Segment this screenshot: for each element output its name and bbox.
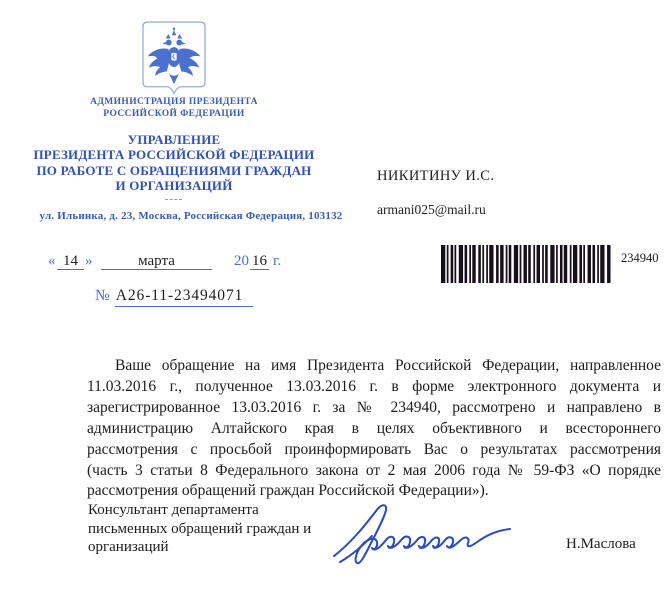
number-sign: № <box>95 287 110 304</box>
date-century: 20 <box>234 253 249 269</box>
open-quote: « <box>48 253 56 269</box>
signoff-position-line: Консультант департамента <box>88 502 259 518</box>
date-year: 16 <box>252 253 267 269</box>
barcode-bars <box>441 245 612 283</box>
barcode-value: 234940 <box>621 251 659 265</box>
reference-line <box>95 287 253 305</box>
signoff-position-line: организаций <box>88 539 169 556</box>
body-line: рассмотрения обращений граждан Российской Федерации»). <box>87 482 489 500</box>
signer-name: Н.Маслова <box>566 536 636 552</box>
department-name-line: ПРЕЗИДЕНТА РОССИЙСКОЙ ФЕДЕРАЦИИ <box>33 147 315 163</box>
body-paragraph <box>87 356 661 502</box>
body-line: 11.03.2016 г., полученное 13.03.2016 г. в форме электронного документа и <box>87 377 661 395</box>
org-name-line: АДМИНИСТРАЦИЯ ПРЕЗИДЕНТА <box>90 97 258 107</box>
org-address: ул. Ильинка, д. 23, Москва, Российская Федерация, 103132 <box>39 210 343 222</box>
org-name-block <box>28 97 320 120</box>
date-line <box>0 253 320 273</box>
separator-dash <box>165 199 182 200</box>
body-line: (часть 3 статьи 8 Федерального закона от 2 мая 2006 года № 59-ФЗ «О порядке <box>87 461 661 479</box>
department-name-line: УПРАВЛЕНИЕ <box>127 132 221 147</box>
date-era-suffix: г. <box>273 253 282 269</box>
date-month: марта <box>101 253 212 270</box>
department-name-line: ПО РАБОТЕ С ОБРАЩЕНИЯМИ ГРАЖДАН <box>36 162 312 178</box>
close-quote: » <box>85 253 93 269</box>
reference-number: А26-11-23494071 <box>115 287 253 307</box>
body-line: Ваше обращение на имя Президента Российской Федерации, направленное <box>115 357 661 374</box>
double-headed-eagle-icon <box>141 20 207 102</box>
org-name-line: РОССИЙСКОЙ ФЕДЕРАЦИИ <box>103 108 245 119</box>
signoff-position-line: письменных обращений граждан и <box>88 520 312 537</box>
department-name-line: И ОРГАНИЗАЦИЙ <box>115 178 233 194</box>
recipient-email: armani025@mail.ru <box>377 202 486 217</box>
body-line: зарегистрированное 13.03.2016 г. за № 234940, рассмотрено и направлено в <box>87 398 661 416</box>
date-day: 14 <box>57 253 84 270</box>
recipient-name: НИКИТИНУ И.С. <box>377 168 495 184</box>
coat-of-arms-frame <box>141 20 207 102</box>
body-line: рассмотрения с просьбой проинформировать Вас о результатах рассмотрения <box>87 440 661 458</box>
department-name-block <box>28 132 320 194</box>
signoff-position <box>88 501 338 557</box>
handwritten-signature-icon <box>328 494 523 574</box>
body-line: администрацию Алтайского края в целях объективного и всестороннего <box>87 419 661 437</box>
